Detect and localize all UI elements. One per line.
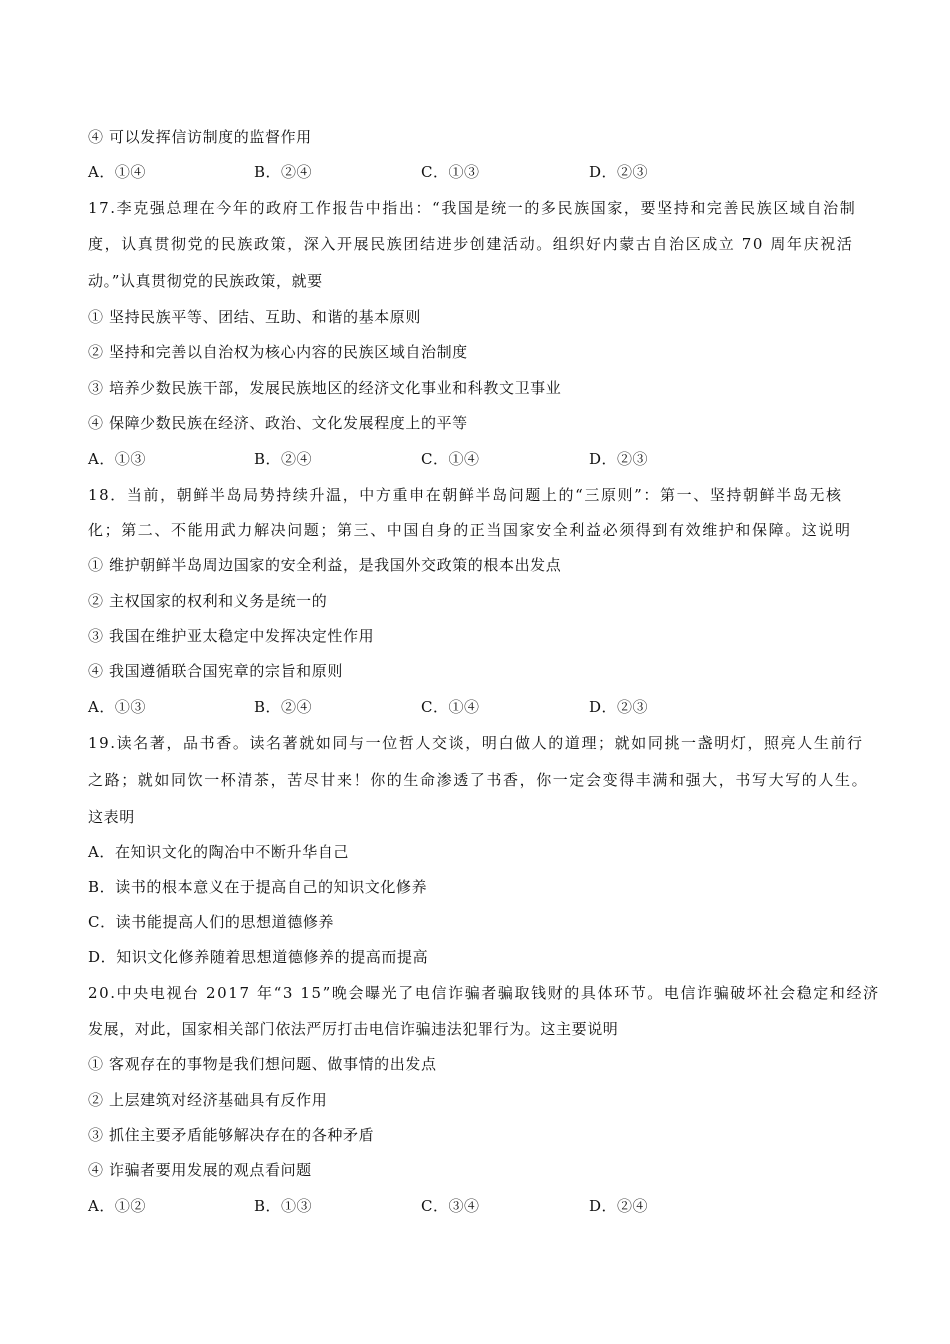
q17-option-c: C．①④ xyxy=(421,450,480,468)
q19-choice-b: B．读书的根本意义在于提高自己的知识文化修养 xyxy=(88,878,428,896)
q17-item-4: ④ 保障少数民族在经济、政治、文化发展程度上的平等 xyxy=(88,414,468,432)
q19-choice-c: C．读书能提高人们的思想道德修养 xyxy=(88,913,335,931)
q20-option-a: A．①② xyxy=(88,1197,146,1215)
q19-stem-line-1: 19.读名著，品书香。读名著就如同与一位哲人交谈，明白做人的道理；就如同挑一盏明灯，照亮人生前行 xyxy=(88,734,864,752)
q16-option-d: D．②③ xyxy=(589,163,649,181)
q18-option-d: D．②③ xyxy=(589,698,649,716)
q17-item-3: ③ 培养少数民族干部，发展民族地区的经济文化事业和科教文卫事业 xyxy=(88,379,562,397)
q16-option-c: C．①③ xyxy=(421,163,480,181)
q19-stem-line-2: 之路；就如同饮一杯清茶，苦尽甘来！你的生命渗透了书香，你一定会变得丰满和强大，书写大写的人生。 xyxy=(88,771,869,789)
q18-option-c: C．①④ xyxy=(421,698,480,716)
q20-item-3: ③ 抓住主要矛盾能够解决存在的各种矛盾 xyxy=(88,1126,375,1144)
q18-stem-line-2: 化；第二、不能用武力解决问题；第三、中国自身的正当国家安全利益必须得到有效维护和保障。这说明 xyxy=(88,521,852,539)
q16-option-a: A．①④ xyxy=(88,163,146,181)
q16-option-b: B．②④ xyxy=(254,163,313,181)
q18-option-a: A．①③ xyxy=(88,698,146,716)
q16-item-4: ④ 可以发挥信访制度的监督作用 xyxy=(88,128,312,146)
q20-item-1: ① 客观存在的事物是我们想问题、做事情的出发点 xyxy=(88,1055,437,1073)
q20-stem-line-1: 20.中央电视台 2017 年“3 15”晚会曝光了电信诈骗者骗取钱财的具体环节。电信诈骗破坏社会稳定和经济 xyxy=(88,984,880,1002)
q20-option-b: B．①③ xyxy=(254,1197,313,1215)
q20-stem-line-2: 发展，对此，国家相关部门依法严厉打击电信诈骗违法犯罪行为。这主要说明 xyxy=(88,1020,619,1038)
q17-stem-line-2: 度，认真贯彻党的民族政策，深入开展民族团结进步创建活动。组织好内蒙古自治区成立 70 周年庆祝活 xyxy=(88,235,854,253)
q18-item-2: ② 主权国家的权利和义务是统一的 xyxy=(88,592,328,610)
q17-stem-line-3: 动。”认真贯彻党的民族政策，就要 xyxy=(88,272,323,290)
q17-item-1: ① 坚持民族平等、团结、互助、和谐的基本原则 xyxy=(88,308,421,326)
q19-choice-a: A．在知识文化的陶冶中不断升华自己 xyxy=(88,843,350,861)
q17-stem-line-1: 17.李克强总理在今年的政府工作报告中指出：“我国是统一的多民族国家，要坚持和完善民族区域自治制 xyxy=(88,199,857,217)
q18-stem-line-1: 18．当前，朝鲜半岛局势持续升温，中方重申在朝鲜半岛问题上的“三原则”：第一、坚持朝鲜半岛无核 xyxy=(88,486,843,504)
q17-option-b: B．②④ xyxy=(254,450,313,468)
q20-option-c: C．③④ xyxy=(421,1197,480,1215)
q18-item-3: ③ 我国在维护亚太稳定中发挥决定性作用 xyxy=(88,627,375,645)
q18-item-1: ① 维护朝鲜半岛周边国家的安全利益，是我国外交政策的根本出发点 xyxy=(88,556,562,574)
q18-item-4: ④ 我国遵循联合国宪章的宗旨和原则 xyxy=(88,662,343,680)
q19-stem-line-3: 这表明 xyxy=(88,808,135,826)
q20-item-2: ② 上层建筑对经济基础具有反作用 xyxy=(88,1091,328,1109)
q17-option-a: A．①③ xyxy=(88,450,146,468)
q17-item-2: ② 坚持和完善以自治权为核心内容的民族区域自治制度 xyxy=(88,343,468,361)
q18-option-b: B．②④ xyxy=(254,698,313,716)
q20-item-4: ④ 诈骗者要用发展的观点看问题 xyxy=(88,1161,312,1179)
q19-choice-d: D．知识文化修养随着思想道德修养的提高而提高 xyxy=(88,948,429,966)
q17-option-d: D．②③ xyxy=(589,450,649,468)
q20-option-d: D．②④ xyxy=(589,1197,649,1215)
